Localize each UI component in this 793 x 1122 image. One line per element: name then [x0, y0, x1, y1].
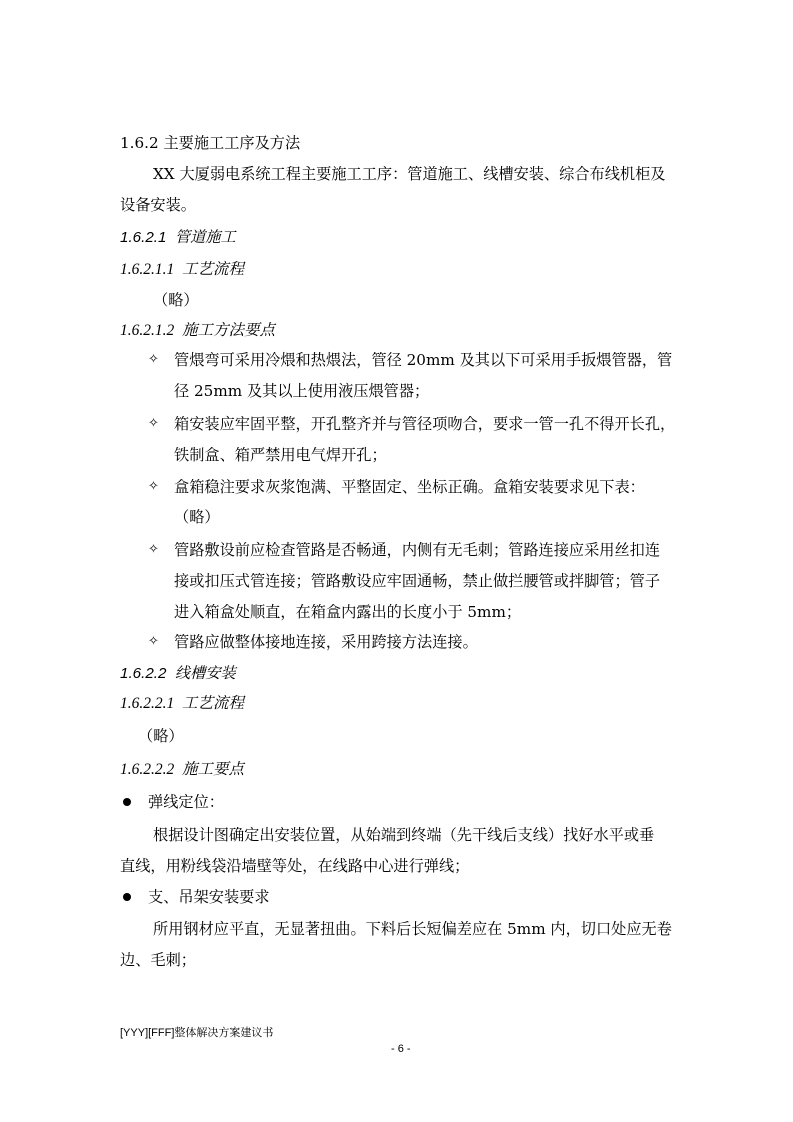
diamond-bullet-icon: ✧ — [148, 416, 159, 431]
diamond-bullet-icon: ✧ — [148, 634, 159, 649]
method-item-line: 管路敷设前应检查管路是否畅通，内侧有无毛刺；管路连接应采用丝扣连 — [174, 541, 660, 559]
point-label: 弹线定位： — [148, 793, 224, 811]
sub-subsection-title: 工艺流程 — [182, 695, 245, 712]
sub-subsection-number: 1.6.2.1.1 — [120, 261, 175, 278]
intro-line-1: XX 大厦弱电系统工程主要施工工序：管道施工、线槽安装、综合布线机柜及 — [153, 165, 666, 183]
point-body-line: 边、毛刺； — [120, 951, 196, 969]
diamond-bullet-icon: ✧ — [148, 542, 159, 557]
subsection-title: 线槽安装 — [174, 665, 236, 682]
sub-subsection-number: 1.6.2.1.2 — [120, 322, 175, 339]
intro-line-2: 设备安装。 — [120, 196, 196, 214]
method-item-line: 管煨弯可采用冷煨和热煨法，管径 20mm 及其以下可采用手扳煨管器，管 — [174, 351, 673, 369]
footer-document-title: [YYY][FFF]整体解决方案建议书 — [120, 1027, 274, 1039]
footer-page-number: - 6 - — [391, 1043, 411, 1055]
sub-subsection-heading-process — [120, 694, 244, 714]
diamond-bullet-icon: ✧ — [148, 352, 159, 367]
method-item-line: 接或扣压式管连接；管路敷设应牢固通畅，禁止做拦腰管或拌脚管；管子 — [174, 572, 660, 590]
point-body-line: 所用钢材应平直，无显著扭曲。下料后长短偏差应在 5mm 内，切口处应无卷 — [153, 920, 672, 938]
omitted-note: （略） — [153, 291, 199, 309]
subsection-heading-pipe — [120, 228, 236, 248]
method-item-line: 径 25mm 及其以上使用液压煨管器； — [174, 382, 430, 400]
omitted-note: （略） — [138, 727, 184, 745]
point-body-line: 根据设计图确定出安装位置，从始端到终端（先干线后支线）找好水平或垂 — [153, 826, 655, 844]
method-item-line: 盒箱稳注要求灰浆饱满、平整固定、坐标正确。盒箱安装要求见下表： — [174, 478, 645, 496]
point-label: 支、吊架安装要求 — [148, 888, 270, 906]
point-body-line: 直线，用粉线袋沿墙壁等处，在线路中心进行弹线； — [120, 857, 470, 875]
section-heading: 1.6.2 主要施工工序及方法 — [120, 134, 301, 152]
sub-subsection-number: 1.6.2.2.2 — [120, 761, 175, 778]
method-item-line: 铁制盒、箱严禁用电气焊开孔； — [174, 446, 387, 464]
sub-subsection-heading-method — [120, 321, 275, 341]
method-item-line: 箱安装应牢固平整，开孔整齐并与管径项吻合，要求一管一孔不得开长孔， — [174, 415, 676, 433]
subsection-title: 管道施工 — [174, 229, 236, 246]
sub-subsection-title: 施工方法要点 — [182, 322, 276, 339]
method-item-line: 进入箱盒处顺直，在箱盒内露出的长度小于 5mm； — [174, 603, 522, 621]
filled-bullet-icon — [123, 798, 131, 806]
sub-subsection-heading-points — [120, 760, 244, 780]
method-item-line: （略） — [174, 508, 220, 526]
subsection-number: 1.6.2.2 — [120, 665, 167, 682]
sub-subsection-title: 工艺流程 — [182, 261, 245, 278]
method-item-line: 管路应做整体接地连接，采用跨接方法连接。 — [174, 633, 478, 651]
diamond-bullet-icon: ✧ — [148, 479, 159, 494]
subsection-heading-trunking — [120, 664, 236, 684]
subsection-number: 1.6.2.1 — [120, 229, 167, 246]
filled-bullet-icon — [123, 893, 131, 901]
sub-subsection-number: 1.6.2.2.1 — [120, 695, 175, 712]
sub-subsection-title: 施工要点 — [182, 761, 245, 778]
sub-subsection-heading-process — [120, 260, 244, 280]
